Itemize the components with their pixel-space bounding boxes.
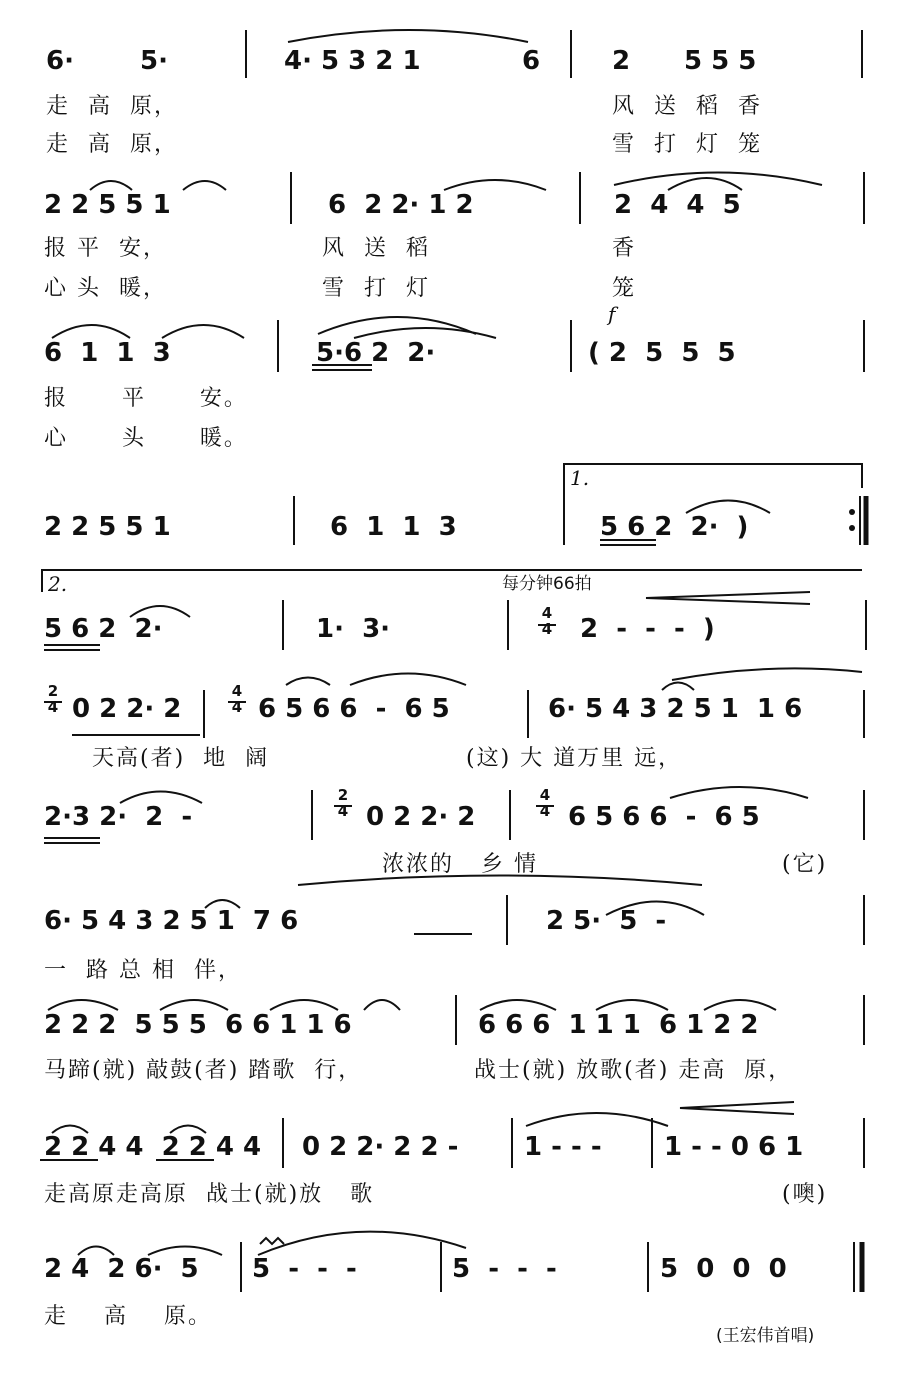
note-group: 5 0 0 0 [660, 1254, 787, 1284]
note-group: 2·3 2· 2 - [44, 802, 193, 832]
volta-label: 2. [48, 572, 68, 596]
note-group: 1 - - - [524, 1132, 602, 1162]
dynamic-marking: f [608, 302, 616, 326]
note-group: 2 - - - ) [580, 614, 715, 644]
lyric-line: 马蹄(就) 敲鼓(者) 踏歌 行， [44, 1058, 363, 1083]
note-group: 2 2 2 5 5 5 6 6 1 1 6 [44, 1010, 352, 1040]
note-group: 6 [522, 46, 541, 76]
slur [444, 180, 546, 190]
slur [162, 325, 244, 338]
lyric-line: 心 头 暖。 [44, 426, 248, 451]
note-group: 4· 5 3 2 1 [284, 46, 421, 76]
lyric-line: 心 头 暖， [44, 276, 167, 301]
slur [258, 1232, 466, 1255]
note-group: 5 5 5 [684, 46, 757, 76]
note-group: 0 2 2· 2 [72, 694, 182, 724]
triplet-slur [596, 1000, 668, 1010]
lyric-line: 走 高 原， [46, 94, 178, 119]
triplet-slur [270, 1000, 338, 1010]
note-group: 0 2 2· 2 [366, 802, 476, 832]
note-group: 2 4 2 6· 5 [44, 1254, 199, 1284]
slur [350, 674, 466, 686]
note-group: 5 - - - [452, 1254, 557, 1284]
lyric-line: (它) [782, 852, 828, 877]
slur [672, 668, 862, 680]
triplet-slur [48, 1000, 118, 1010]
lyric-line: 走 高 原， [46, 132, 178, 157]
lyric-line: 笼 [612, 276, 637, 301]
note-group: 5 6 2 2· [44, 614, 163, 644]
lyric-line: 雪 打 灯 [322, 276, 430, 301]
note-group: ( 2 5 5 5 [588, 338, 736, 368]
slur [670, 787, 808, 798]
lyric-line: 报 平 安。 [44, 386, 248, 411]
lyric-line: 香 [612, 236, 637, 261]
note-group: 6· 5 4 3 2 5 1 1 6 [548, 694, 803, 724]
note-group: 2 2 5 5 1 [44, 190, 171, 220]
note-group: 6 5 6 6 - 6 5 [258, 694, 450, 724]
note-group: 6 2 2· 1 2 [328, 190, 474, 220]
repeat-dot [849, 509, 855, 515]
lyric-line: 报 平 安， [44, 236, 167, 261]
lyric-line: (噢) [782, 1182, 828, 1207]
slur [52, 325, 130, 338]
slur [286, 678, 330, 686]
time-signature: 4 4 [539, 786, 551, 820]
note-group: 6 5 6 6 - 6 5 [568, 802, 760, 832]
note-group: 0 2 2· 2 2 - [302, 1132, 459, 1162]
note-group: 2 2 4 4 2 2 4 4 [44, 1132, 262, 1162]
note-group: 6· 5 4 3 2 5 1 7 6 [44, 906, 299, 936]
slur [364, 1000, 400, 1010]
diminuendo-hairpin [680, 1102, 794, 1114]
slur [183, 181, 226, 190]
lyric-line: 雪 打 灯 笼 [612, 132, 762, 157]
triplet-slur [480, 1000, 556, 1010]
time-signature: 4 4 [231, 682, 243, 716]
note-group: 1· 3· [316, 614, 391, 644]
note-group: 6· [46, 46, 74, 76]
slur [662, 683, 694, 691]
volta-bracket-2 [42, 570, 862, 596]
note-group: 2 5· 5 - [546, 906, 667, 936]
note-group: 5 6 2 2· ) [600, 512, 749, 542]
triplet-slur [704, 1000, 776, 1010]
time-signature: 4 4 [541, 604, 553, 638]
volta-label: 1. [570, 466, 590, 490]
tempo-marking: 每分钟66拍 [502, 574, 592, 594]
slur [354, 328, 496, 338]
note-group: 5·6 2 2· [316, 338, 436, 368]
performer-credit: (王宏伟首唱) [716, 1326, 815, 1346]
note-group: 6 1 1 3 [44, 338, 171, 368]
lyric-line: (这) 大 道万里 远， [466, 746, 683, 771]
note-group: 6 1 1 3 [330, 512, 457, 542]
note-group: 5· [140, 46, 168, 76]
volta-bracket-1 [564, 464, 862, 490]
repeat-dot [849, 525, 855, 531]
note-group: 1 - - 0 6 1 [664, 1132, 804, 1162]
slur [668, 178, 742, 190]
diminuendo-hairpin [646, 592, 810, 604]
lyric-line: 浓浓的 乡 情 [382, 852, 538, 877]
lyric-line: 战士(就) 放歌(者) 走高 原， [474, 1058, 793, 1083]
lyric-line: 风 送 稻 [322, 236, 430, 261]
slur [90, 181, 132, 190]
note-group: 6 6 6 1 1 1 6 1 2 2 [478, 1010, 759, 1040]
time-signature: 2 4 [47, 682, 59, 716]
lyric-line: 一 路 总 相 伴， [44, 958, 242, 983]
lyric-line: 走高原走高原 战士(就)放 歌 [44, 1182, 375, 1207]
slur [526, 1113, 668, 1126]
slur [318, 317, 476, 334]
note-group: 2 [612, 46, 631, 76]
time-signature: 2 4 [337, 786, 349, 820]
lyric-line: 走 高 原。 [44, 1304, 212, 1329]
note-group: 2 4 4 5 [614, 190, 741, 220]
slur [288, 30, 528, 42]
triplet-slur [160, 1000, 228, 1010]
trill-mark [260, 1238, 284, 1244]
note-group: 5 - - - [252, 1254, 357, 1284]
lyric-line: 风 送 稻 香 [612, 94, 762, 119]
lyric-line: 天高(者) 地 阔 [92, 746, 270, 771]
note-group: 2 2 5 5 1 [44, 512, 171, 542]
